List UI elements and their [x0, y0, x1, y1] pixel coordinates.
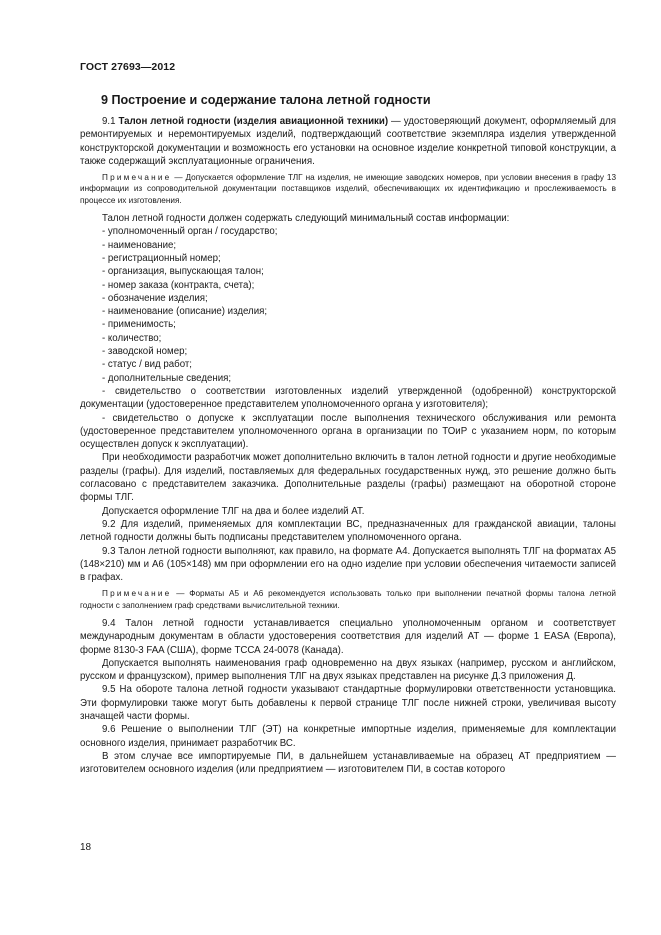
section-title: 9 Построение и содержание талона летной годности: [101, 93, 431, 107]
list-item: - применимость;: [102, 319, 176, 331]
list-item: - заводской номер;: [102, 346, 188, 358]
list-item: - номер заказа (контракта, счета);: [102, 279, 255, 291]
document-body: [80, 115, 616, 777]
list-item: - свидетельство о допуске к эксплуатации после выполнения технического обслуживания или ремонта (удостоверенное представителем уполномоченного органа в организации по ТОиР с указанием норм, по которым осуществлен допуск к эксплуатации).: [80, 412, 616, 451]
paragraph-9-5: 9.5 На обороте талона летной годности указывают стандартные формулировки ответственности установщика. Эти формулировки также могут быть добавлены к первой странице ТЛГ после нижней строки, увеличивая высоту значащей части формы.: [80, 684, 616, 723]
list-item: - уполномоченный орган / государство;: [102, 226, 278, 238]
paragraph-9-6: 9.6 Решение о выполнении ТЛГ (ЭТ) на конкретные импортные изделия, применяемые для комплектации основного изделия, принимает разработчик ВС.: [80, 724, 616, 749]
clause-number: 9.1: [102, 116, 116, 127]
doc-header: ГОСТ 27693—2012: [80, 61, 176, 73]
list-item: - количество;: [102, 332, 162, 344]
list-item: - организация, выпускающая талон;: [102, 266, 264, 278]
info-list: [80, 225, 616, 451]
paragraph-multiple-items: Допускается оформление ТЛГ на два и более изделий АТ.: [102, 505, 365, 517]
paragraph-9-4: 9.4 Талон летной годности устанавливается специально уполномоченным органом и соответствует международным документам в области удостоверения соответствия для изделий АТ — форме 1 EASA (Европа), форме 8130-3 FAA (США), форме ТССА 24-0078 (Канада).: [80, 617, 616, 656]
paragraph-9-1: [80, 115, 616, 168]
paragraph-9-2: 9.2 Для изделий, применяемых для комплектации ВС, предназначенных для гражданской авиации, талоны летной годности должны быть подписаны представителем уполномоченного органа.: [80, 518, 616, 544]
note-2: [80, 588, 616, 611]
paragraph-additional-sections: При необходимости разработчик может дополнительно включить в талон летной годности и другие необходимые разделы (графы). Для изделий, поставляемых для федеральных государственных нужд, это решение должно быть согласовано с представителем заказчика. Дополнительные разделы (графы) размещают на оборотной стороне формы ТЛГ.: [80, 452, 616, 504]
definition-text: — удостоверяющий документ, оформляемый для ремонтируемых и неремонтируемых изделий, подтверждающий соответствие экземпляра изделия утвержденной конструкторской документации и возможность его установки на основное изделие конкретной типовой конструкции, а также содержащий эксплуатационные ограничения.: [80, 116, 616, 167]
note-label: Примечание: [102, 173, 172, 183]
note-text: — Форматы А5 и А6 рекомендуется использовать только при выполнении печатной формы талона летной годности с заполнением граф средствами вычислительной техники.: [80, 589, 616, 610]
list-item: - дополнительные сведения;: [102, 372, 232, 384]
paragraph-9-4-languages: Допускается выполнять наименования граф одновременно на двух языках (например, русском и английском, русском и французском), пример выполнения ТЛГ на двух языках представлен на рисунке Д.3 приложения Д.: [80, 657, 616, 683]
note-1: [80, 172, 616, 206]
note-label: Примечание: [102, 589, 172, 599]
paragraph-9-3: 9.3 Талон летной годности выполняют, как правило, на формате А4. Допускается выполнять ТЛГ на форматах А5 (148×210) мм и А6 (105×148) мм при оформлении его на одно изделие при условии обеспечения читаемости записей в графах.: [80, 545, 616, 584]
defined-term: Талон летной годности (изделия авиационной техники): [118, 116, 389, 127]
list-item: - регистрационный номер;: [102, 252, 221, 264]
list-intro: Талон летной годности должен содержать следующий минимальный состав информации:: [102, 213, 510, 225]
note-text: — Допускается оформление ТЛГ на изделия, не имеющие заводских номеров, при условии внесения в графу 13 информации из сопроводительной документации поставщиков изделий, обеспечивающих их идентификацию и прослеживаемость в процессе их изготовления.: [80, 173, 616, 205]
page-number: 18: [80, 842, 92, 853]
paragraph-9-6-imported: В этом случае все импортируемые ПИ, в дальнейшем устанавливаемые на образец АТ предприятием — изготовителем основного изделия (или предприятием — изготовителем ПИ, в состав которого: [80, 750, 616, 776]
list-item: - наименование;: [102, 239, 177, 251]
list-item: - обозначение изделия;: [102, 292, 208, 304]
list-item: - свидетельство о соответствии изготовленных изделий утвержденной (одобренной) конструкторской документации (удостоверенное представителем уполномоченного органа у изготовителя);: [80, 385, 616, 411]
list-item: - наименование (описание) изделия;: [102, 306, 268, 318]
list-item: - статус / вид работ;: [102, 359, 192, 371]
